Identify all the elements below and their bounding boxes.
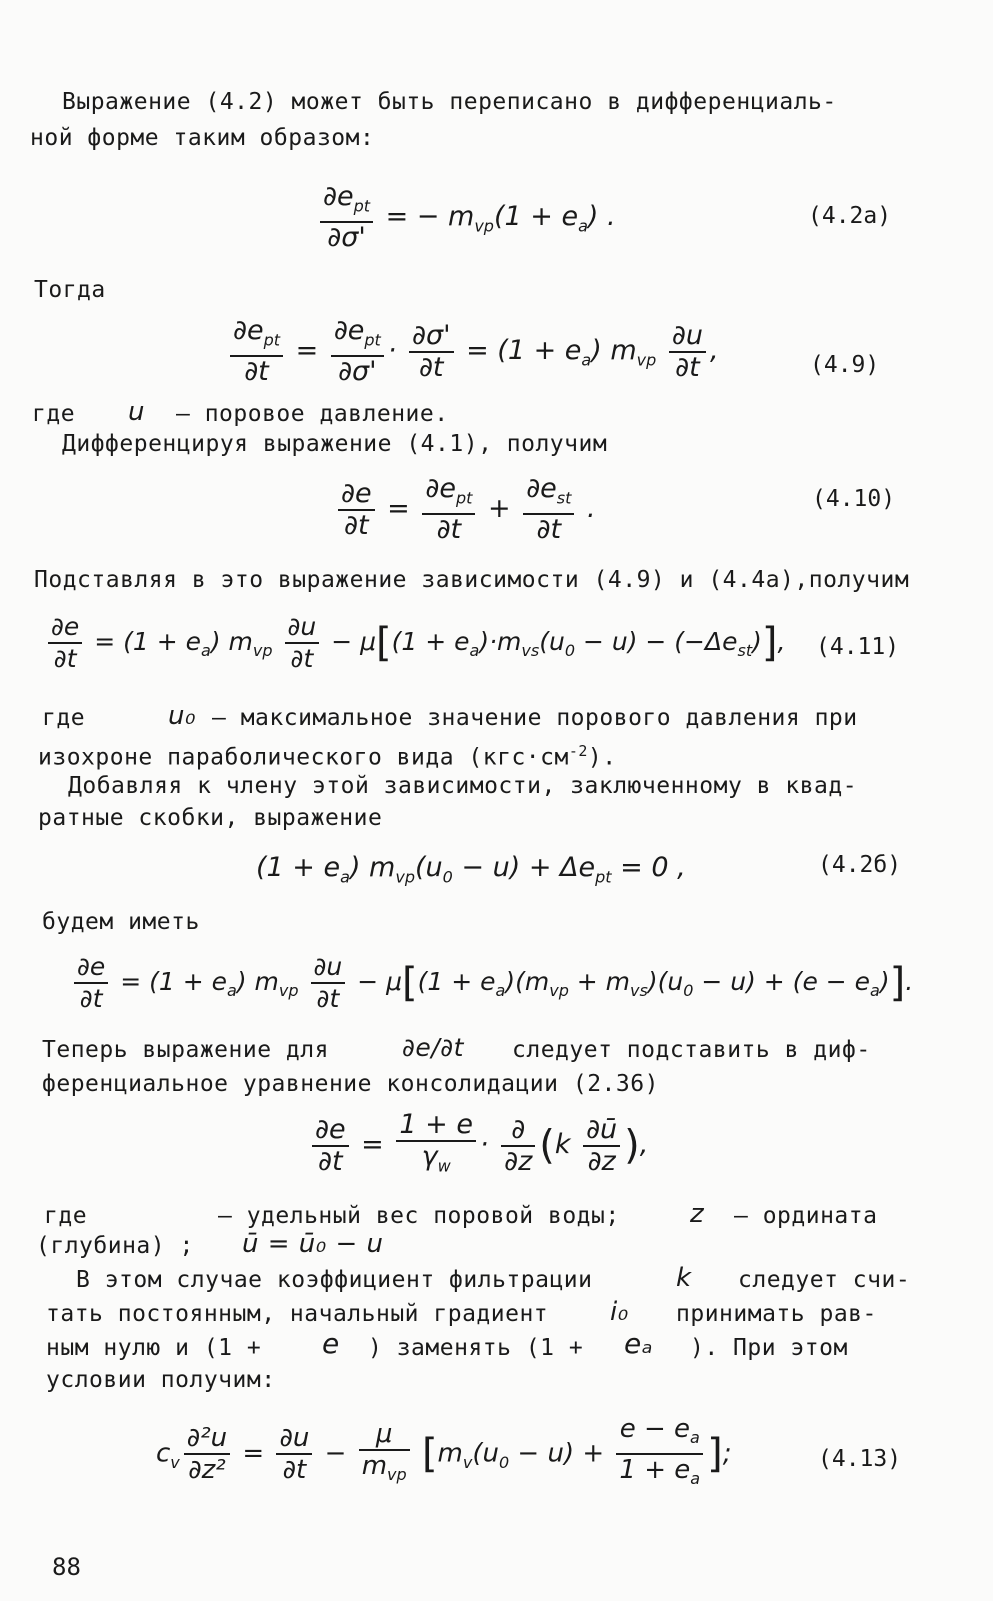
text-line: будем иметь xyxy=(42,909,200,935)
symbol: e xyxy=(322,1327,340,1360)
equation-label: (4.10) xyxy=(812,486,896,512)
text-line: где xyxy=(32,401,76,427)
text-line: – ордината xyxy=(734,1203,878,1229)
equation-4-11: $\frac{\partial e}{\partial t}$ = $(1 + e_a)$ $m_{vp}$ $\frac{\partial u}{\partial t}$ − $\mu[(1 + e_a)\cdot m_{vs}(u_0 - u) - (-\Delta e_{st})]$, xyxy=(44,612,785,674)
symbol: eₐ xyxy=(624,1327,654,1360)
page-number: 88 xyxy=(52,1553,81,1581)
text-line: ) заменять (1 + xyxy=(368,1335,584,1361)
text-line: ным нулю и (1 + xyxy=(46,1335,262,1361)
symbol: u₀ xyxy=(168,701,196,731)
text-line: – удельный вес поровой воды; xyxy=(218,1203,620,1229)
text-line: где xyxy=(42,705,86,731)
text-line: Подставляя в это выражение зависимости (4.9) и (4.4а),получим xyxy=(34,567,910,593)
text-line: следует подставить в диф- xyxy=(512,1037,871,1063)
symbol: u xyxy=(128,397,145,427)
text-line: Тогда xyxy=(34,277,106,303)
text-line: В этом случае коэффициент фильтрации xyxy=(76,1267,593,1293)
text-line: ференциальное уравнение консолидации (2.36) xyxy=(42,1071,659,1097)
equation-4-13: $c_v$ $\frac{\text{∂²u}}{\text{∂z²}}$ = $\frac{\partial u}{\partial t}$ − $\frac{\mu}{m_{vp}}$ [$m_v(u_0 - u)$ + $\frac{e - e_a}{1 + e_a}$ ]; xyxy=(156,1414,732,1489)
symbol: z xyxy=(690,1199,705,1229)
text-line xyxy=(38,735,617,774)
equation-consolidation: $\frac{\partial e}{\partial t}$ = $\frac{1 + e}{\gamma_w}$ · $\frac{\partial}{\partial z}$ (k $\frac{\partial ū}{\partial z}$ ), xyxy=(308,1110,648,1181)
text-span: изохроне параболического вида (кгс·см xyxy=(38,744,569,771)
text-line: ной форме таким образом: xyxy=(30,125,375,151)
text-line: тать постоянным, начальный градиент xyxy=(46,1301,549,1327)
equation-4-10: $\frac{\partial e}{\partial t}$ = $\frac{\partial e_{pt}}{\partial t}$ + $\frac{\partial e_{st}}{\partial t}$ . xyxy=(334,474,596,545)
text-line: Выражение (4.2) может быть переписано в дифференциаль- xyxy=(62,89,837,115)
equation-4-2b: $(1 + e_a)$ $m_{vp}(u_0 - u) + \Delta e_{pt} = 0$ , xyxy=(256,852,686,887)
symbol: ∂e/∂t xyxy=(402,1033,464,1062)
text-line: ). При этом xyxy=(690,1335,848,1361)
equation-label: (4.13) xyxy=(818,1446,902,1472)
text-line: условии получим: xyxy=(46,1367,276,1393)
symbol: i₀ xyxy=(610,1297,629,1327)
text-line: (глубина) ; xyxy=(36,1233,194,1259)
text-line: – поровое давление. xyxy=(176,401,449,427)
symbol: k xyxy=(676,1263,692,1293)
text-line: Дифференцируя выражение (4.1), получим xyxy=(62,431,608,457)
text-line: Теперь выражение для xyxy=(42,1037,329,1063)
equation-label: (4.2а) xyxy=(808,203,892,229)
text-line: следует счи- xyxy=(738,1267,911,1293)
symbol: ū = ū₀ − u xyxy=(242,1229,384,1259)
text-line: принимать рав- xyxy=(676,1301,877,1327)
text-span: ). xyxy=(587,744,617,771)
text-line: – максимальное значение порового давления при xyxy=(212,705,858,731)
equation-unnumbered: $\frac{\partial e}{\partial t}$ = $(1 + e_a)$ $m_{vp}$ $\frac{\partial u}{\partial t}$ − $\mu[(1 + e_a)(m_{vp} + m_{vs})(u_0 - u) + (e - e_a)]$. xyxy=(70,952,913,1014)
equation-label: (4.11) xyxy=(816,634,900,660)
equation-label: (4.9) xyxy=(810,352,880,378)
equation-label: (4.2б) xyxy=(818,852,902,878)
equation-4-2a: $\frac{\partial e_{pt}}{\partial\sigma'}$ = − $m_{vp}(1 + e_a)$ . xyxy=(316,182,616,253)
text-sup: -2 xyxy=(568,742,588,760)
text-line: Добавляя к члену этой зависимости, заключенному в квад- xyxy=(68,773,858,799)
equation-4-9: $\frac{\partial e_{pt}}{\partial t}$ = $\frac{\partial e_{pt}}{\partial\sigma'}$ · $\frac{\partial\sigma'}{\partial t}$ = $(1 + e_a)$ $m_{vp}$ $\frac{\partial u}{\partial t}$ , xyxy=(226,316,719,387)
text-line: ратные скобки, выражение xyxy=(38,805,383,831)
text-line: где xyxy=(44,1203,88,1229)
